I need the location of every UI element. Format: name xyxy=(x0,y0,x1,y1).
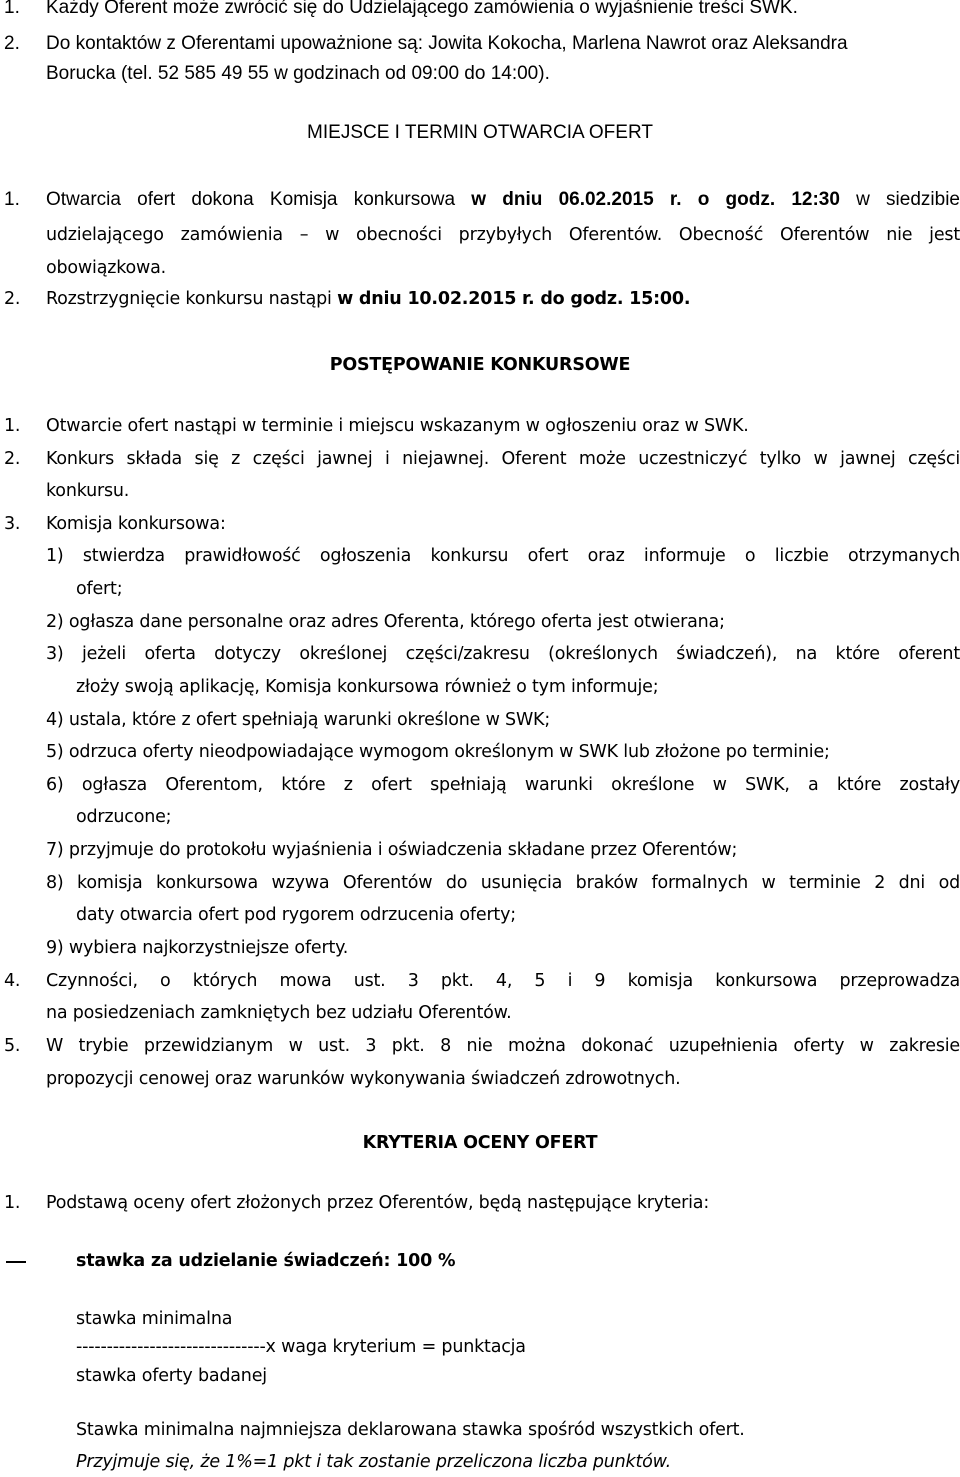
list-number: 1. xyxy=(4,0,20,18)
procedure-subitem-1-line-2: ofert; xyxy=(76,579,123,599)
list-number: 1. xyxy=(4,1193,21,1213)
list-number: 1. xyxy=(4,416,21,436)
procedure-item-3: Komisja konkursowa: xyxy=(46,514,226,534)
procedure-subitem-3-line-1: 3) jeżeli oferta dotyczy określonej części/zakresu (określonych świadczeń), na które oferent xyxy=(46,644,960,664)
procedure-item-4-line-2: na posiedzeniach zamkniętych bez udziału Oferentów. xyxy=(46,1003,512,1023)
procedure-item-2-line-2: konkursu. xyxy=(46,481,130,501)
list-number: 3. xyxy=(4,514,21,534)
procedure-subitem-8-line-1: 8) komisja konkursowa wzywa Oferentów do usunięcia braków formalnych w terminie 2 dni od xyxy=(46,873,960,893)
opening-item-1-line-2 xyxy=(46,223,960,247)
list-number: 2. xyxy=(4,289,21,309)
procedure-subitem-7: 7) przyjmuje do protokołu wyjaśnienia i oświadczenia składane przez Oferentów; xyxy=(46,840,738,860)
opening-item-1-line-1 xyxy=(46,188,960,212)
opening-time-bold: 12:30 xyxy=(791,189,840,210)
procedure-subitem-8-line-2: daty otwarcia ofert pod rygorem odrzucenia oferty; xyxy=(76,905,516,925)
list-number: 2. xyxy=(4,449,21,469)
procedure-subitem-6-line-1: 6) ogłasza Oferentom, które z ofert spełniają warunki określone w SWK, a które zostały xyxy=(46,775,960,795)
list-number: 4. xyxy=(4,971,21,991)
section-heading-opening: MIEJSCE I TERMIN OTWARCIA OFERT xyxy=(307,122,653,143)
opening-item-1-line-2-a: udzielającego zamówienia – w obecności przybyłych Oferentów. xyxy=(46,225,663,245)
procedure-item-1: Otwarcie ofert nastąpi w terminie i miejscu wskazanym w ogłoszeniu oraz w SWK. xyxy=(46,416,749,436)
procedure-subitem-3-line-2: złoży swoją aplikację, Komisja konkursowa również o tym informuje; xyxy=(76,677,659,697)
opening-item-1-line-3: obowiązkowa. xyxy=(46,258,167,278)
section-heading-procedure: POSTĘPOWANIE KONKURSOWE xyxy=(329,355,631,375)
bullet-dash xyxy=(6,1261,26,1263)
procedure-subitem-1-line-1: 1) stwierdza prawidłowość ogłoszenia konkursu ofert oraz informuje o liczbie otrzymanych xyxy=(46,546,960,566)
opening-date-bold: w dniu 06.02.2015 r. o godz. xyxy=(471,189,776,210)
procedure-subitem-2: 2) ogłasza dane personalne oraz adres Oferenta, którego oferta jest otwierana; xyxy=(46,612,725,632)
contact-item-2-line-2: Borucka (tel. 52 585 49 55 w godzinach od 09:00 do 14:00). xyxy=(46,63,550,84)
opening-item-2-a: Rozstrzygnięcie konkursu nastąpi xyxy=(46,289,332,309)
procedure-subitem-6-line-2: odrzucone; xyxy=(76,807,172,827)
resolution-date-bold: w dniu 10.02.2015 r. do godz. 15:00. xyxy=(337,289,691,309)
procedure-subitem-4: 4) ustala, które z ofert spełniają warunki określone w SWK; xyxy=(46,710,551,730)
opening-item-1-part-d: w siedzibie xyxy=(856,189,960,210)
formula-numerator: stawka minimalna xyxy=(76,1309,233,1329)
procedure-item-4-line-1: Czynności, o których mowa ust. 3 pkt. 4, 5 i 9 komisja konkursowa przeprowadza xyxy=(46,971,960,991)
contact-item-2-line-1: Do kontaktów z Oferentami upoważnione są: Jowita Kokocha, Marlena Nawrot oraz Aleksandra xyxy=(46,33,848,54)
opening-item-2 xyxy=(46,287,690,311)
formula-fraction-line: -------------------------------x waga kryterium = punktacja xyxy=(76,1337,526,1357)
criteria-note: Stawka minimalna najmniejsza deklarowana stawka spośród wszystkich ofert. xyxy=(76,1420,745,1440)
procedure-item-5-line-1: W trybie przewidzianym w ust. 3 pkt. 8 nie można dokonać uzupełnienia oferty w zakresie xyxy=(46,1036,960,1056)
contact-item-1: Każdy Oferent może zwrócić się do Udzielającego zamówienia o wyjaśnienie treści SWK. xyxy=(46,0,798,18)
criteria-note-italic: Przyjmuje się, że 1%=1 pkt i tak zostanie przeliczona liczba punktów. xyxy=(76,1452,671,1472)
procedure-item-2-line-1: Konkurs składa się z części jawnej i niejawnej. Oferent może uczestniczyć tylko w jawnej części xyxy=(46,449,960,469)
opening-item-1-part-a: Otwarcia ofert dokona Komisja konkursowa xyxy=(46,189,456,210)
criteria-item-1: Podstawą oceny ofert złożonych przez Oferentów, będą następujące kryteria: xyxy=(46,1193,710,1213)
list-number: 2. xyxy=(4,33,20,54)
section-heading-criteria: KRYTERIA OCENY OFERT xyxy=(362,1133,598,1153)
procedure-subitem-9: 9) wybiera najkorzystniejsze oferty. xyxy=(46,938,349,958)
formula-denominator: stawka oferty badanej xyxy=(76,1366,267,1386)
procedure-subitem-5: 5) odrzuca oferty nieodpowiadające wymogom określonym w SWK lub złożone po terminie; xyxy=(46,742,830,762)
list-number: 1. xyxy=(4,189,20,210)
procedure-item-5-line-2: propozycji cenowej oraz warunków wykonywania świadczeń zdrowotnych. xyxy=(46,1069,681,1089)
opening-item-1-line-2-b: Obecność Oferentów nie jest xyxy=(678,225,960,245)
criteria-bullet-rate: stawka za udzielanie świadczeń: 100 % xyxy=(76,1251,456,1271)
list-number: 5. xyxy=(4,1036,21,1056)
